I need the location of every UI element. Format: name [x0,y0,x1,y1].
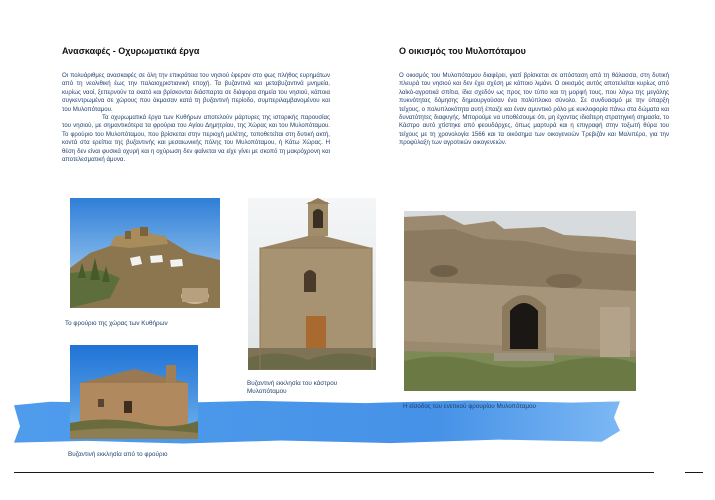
right-section-text [399,72,669,148]
right-section-heading: Ο οικισμός του Μυλοπόταμου [399,46,526,56]
fortress-entrance-photo [404,211,636,391]
fortress-entrance-caption: Η είσοδος του ενετικού φρουρίου Μυλοπόταμου [403,403,537,410]
left-paragraph-2: Τα οχυρωματικά έργα των Κυθήρων αποτελούν μάρτυρες της ιστορικής παρουσίας του νησιού, με σημαντικότερα τα φρούρια του Αγίου Δημητρίου, της Χώρας και του Μυλοπόταμου. Το φρούριο του Μυλοπόταμου, που βρίσκεται στην περιοχή μελέτης, τοποθετείται στη δυτική ακτή, κοντά στα ερείπια της βυζαντινής και μεσαιωνικής πόλης του Μυλοπόταμου, ή Κάτω Χώρας. Η θέση δεν είναι φυσικά οχυρή και η οχύρωση δεν φαίνεται να είχε γίνει με σκοπό τη μακρόχρονη και αποτελεσματική άμυνα. [62,114,330,164]
bottom-rule-right [685,472,703,473]
right-paragraph: Ο οικισμός του Μυλοπόταμου διαφέρει, γιατί βρίσκεται σε απόσταση από τη θάλασσα, στη δυτική πλευρά του νησιού και δεν έχει σχέση με κάποιο λιμάνι. Ο οικισμός αυτός αποτελείται κυρίως από λαϊκό-αγροτικά σπίτια, ίδια σχεδόν ως προς τον τύπο και τη μορφή τους, που λόγω της μεγάλης πυκνότητας δόμησης δημιουργούσαν ένα πολύπλοκο σύνολο. Σε συνδυασμό με την ύπαρξη τείχους, ο πολυπλοκότητα αυτή έπαιζε και έναν αμυντικό ρόλο με κυκλοφορία πάνω στα δώματα και δυνατότητες διαφυγής. Μπορούμε να υποθέσουμε ότι, μη έχοντας ιδιαίτερη στρατηγική σημασία, το Κάστρο αυτό χτίστηκε από φεουδάρχες, όπως μαρτυρά και η επιγραφή στην τοξωτή θύρα του τείχους με τη χρονολογία 1566 και τα οικόσημα των οικογενειών Τρεβιζάν και Μαλιπέρο, για την προφύλαξη των αγροτικών οικογενειών. [399,72,669,147]
church-outside-photo [70,345,198,439]
left-section-text [62,72,330,164]
left-paragraph-1: Οι πολυάριθμες ανασκαφές σε όλη την επικράτεια του νησιού έφεραν στο φως πλήθος ευρημάτων από τη νεολιθική έως την παλαιοχριστιανική εποχή. Τα βυζαντινά και μεταβυζαντινά μνημεία, κυρίως ναοί, ξεπερνούν τα εκατό και βρίσκονται διάσπαρτα σε διάφορα σημεία του νησιού, κάποια συγκεντρωμένα σε χώρους που άκμασαν κατά τη βυζαντινή περίοδο, συμπεριλαμβανομένου και του Μυλοπόταμου. [62,72,330,113]
castle-church-photo [248,198,376,370]
left-section-heading: Ανασκαφές - Οχυρωματικά έργα [62,46,200,56]
chora-fortress-caption: Το φρούριο της χώρας των Κυθήρων [65,320,168,327]
chora-fortress-photo [70,198,220,308]
church-outside-caption: Βυζαντινή εκκλησία από το φρούριο [68,451,168,458]
castle-church-caption: Βυζαντινή εκκλησία του κάστρου Μυλοπόταμου [247,380,338,395]
bottom-rule [14,472,654,473]
